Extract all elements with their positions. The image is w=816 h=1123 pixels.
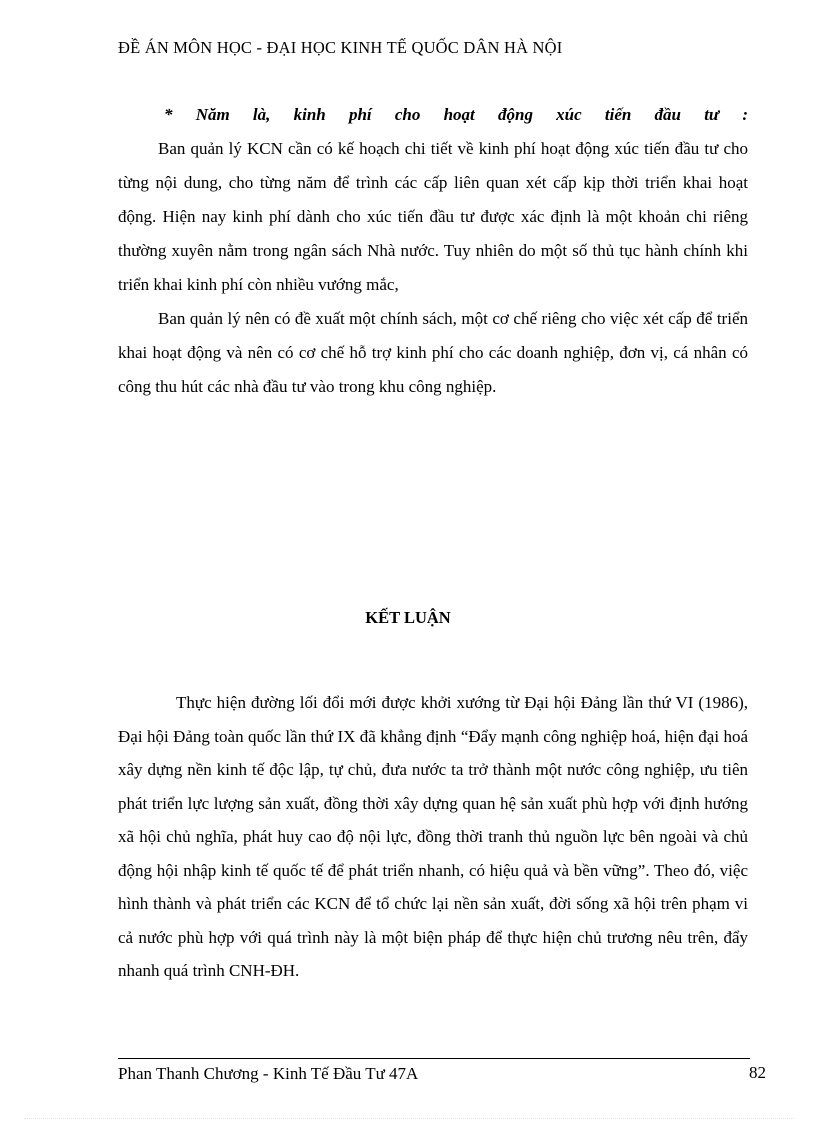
section-body (118, 98, 748, 404)
conclusion-title: KẾT LUẬN (365, 608, 451, 627)
paragraph: Ban quản lý KCN cần có kế hoạch chi tiết về kinh phí hoạt động xúc tiến đầu tư cho từng nội dung, cho từng năm để trình các cấp liên quan xét cấp kịp thời triển khai hoạt động. Hiện nay kinh phí dành cho xúc tiến đầu tư được xác định là một khoản chi riêng thường xuyên nằm trong ngân sách Nhà nước. Tuy nhiên do một số thủ tục hành chính khi triển khai kinh phí còn nhiều vướng mắc, (118, 139, 748, 294)
page-header: ĐỀ ÁN MÔN HỌC - ĐẠI HỌC KINH TẾ QUỐC DÂN HÀ NỘI (118, 38, 563, 57)
conclusion-paragraph: Thực hiện đường lối đổi mới được khởi xướng từ Đại hội Đảng lần thứ VI (1986), Đại hội Đảng toàn quốc lần thứ IX đã khẳng định “Đẩy mạnh công nghiệp hoá, hiện đại hoá xây dựng nền kinh tế độc lập, tự chủ, đưa nước ta trở thành một nước công nghiệp, ưu tiên phát triển lực lượng sản xuất, đồng thời xây dựng quan hệ sản xuất phù hợp với định hướng xã hội chủ nghĩa, phát huy cao độ nội lực, đồng thời tranh thủ nguồn lực bên ngoài và chủ động hội nhập kinh tế quốc tế để phát triển nhanh, có hiệu quả và bền vững”. Theo đó, việc hình thành và phát triển các KCN để tổ chức lại nền sản xuất, đời sống xã hội trên phạm vi cả nước phù hợp với quá trình này là một biện pháp để thực hiện chủ trương nêu trên, đẩy nhanh quá trình CNH-ĐH. (118, 693, 748, 980)
paragraph: Ban quản lý nên có đề xuất một chính sách, một cơ chế riêng cho việc xét cấp để triển khai hoạt động và nên có cơ chế hỗ trợ kinh phí cho các doanh nghiệp, đơn vị, cá nhân có công thu hút các nhà đầu tư vào trong khu công nghiệp. (118, 309, 748, 396)
footer-divider (118, 1058, 750, 1059)
page-bottom-edge (24, 1118, 794, 1119)
section-subheading: * Năm là, kinh phí cho hoạt động xúc tiến đầu tư : (164, 105, 748, 124)
footer-author: Phan Thanh Chương - Kinh Tế Đầu Tư 47A (118, 1064, 419, 1083)
page-number: 82 (749, 1063, 766, 1082)
conclusion-body (118, 686, 748, 988)
